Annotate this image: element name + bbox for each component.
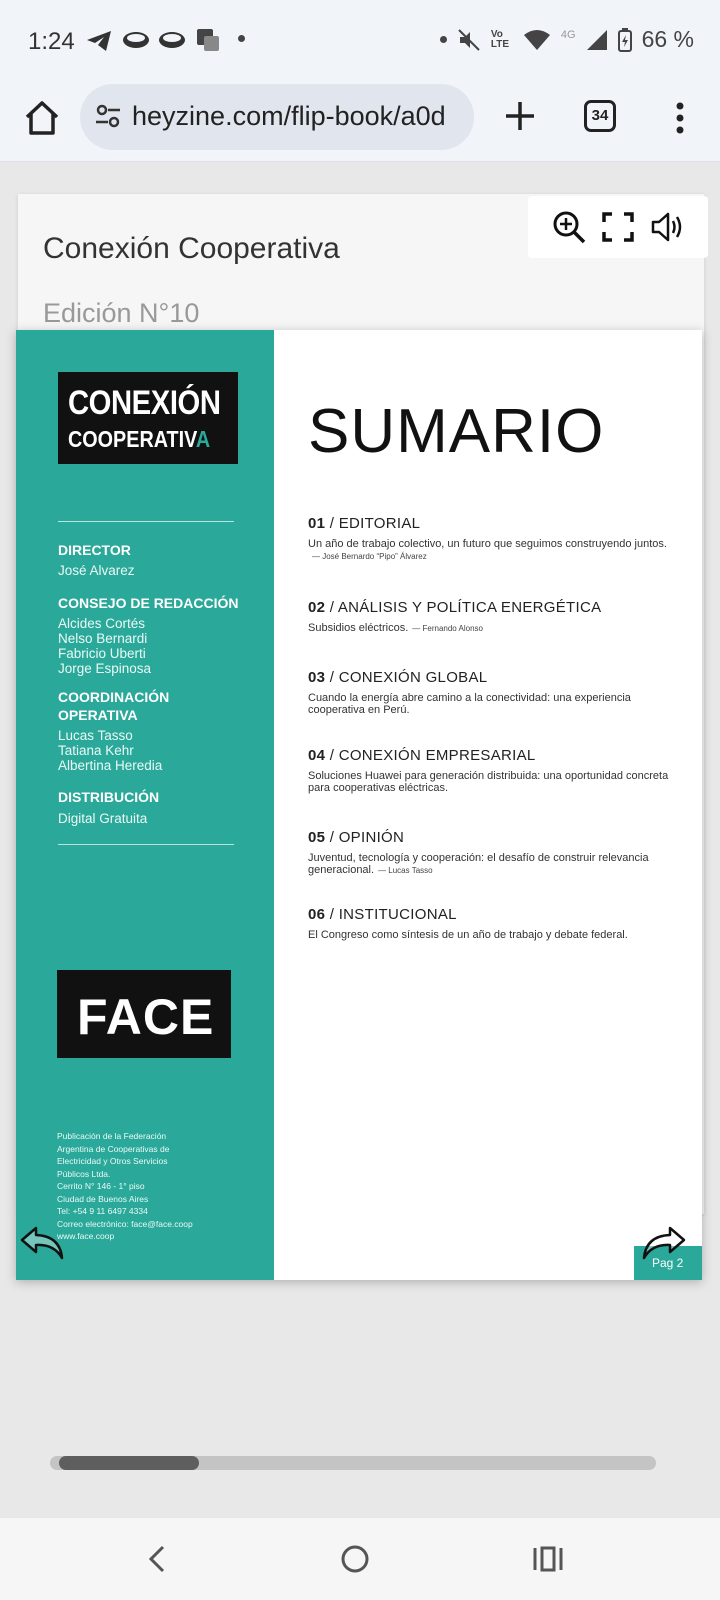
flipbook-page[interactable] xyxy=(16,330,702,1280)
battery-percent: 66 % xyxy=(641,26,694,52)
volte-icon: Vo LTE xyxy=(490,28,510,50)
credits-column xyxy=(16,330,274,1280)
distribucion-label: DISTRIBUCIÓN xyxy=(58,789,160,805)
coordinacion-name: Tatiana Kehr xyxy=(58,743,134,758)
site-settings-icon[interactable] xyxy=(94,102,122,130)
logo-accent-letter: A xyxy=(195,426,211,452)
publisher-line: Ciudad de Buenos Aires xyxy=(57,1193,149,1204)
toc-entry[interactable] xyxy=(308,906,678,941)
status-right xyxy=(440,26,694,53)
recents-icon[interactable] xyxy=(532,1544,564,1574)
toc-number: 04 xyxy=(308,747,326,764)
toc-description: El Congreso como síntesis de un año de trabajo y debate federal. xyxy=(308,929,628,941)
toc-description: Soluciones Huawei para generación distribuida: una oportunidad concreta para cooperativas eléctricas. xyxy=(308,770,669,794)
home-icon[interactable] xyxy=(22,98,62,138)
url-bar[interactable] xyxy=(80,84,474,150)
toc-author: — Fernando Alonso xyxy=(412,624,483,633)
viewer-toolbar xyxy=(528,196,708,258)
next-page-arrow-icon[interactable] xyxy=(640,1224,688,1262)
translate-icon xyxy=(196,28,220,52)
eye-icon xyxy=(122,30,150,50)
toc-title: ANÁLISIS Y POLÍTICA ENERGÉTICA xyxy=(337,599,602,616)
page-number: Pag 2 xyxy=(634,1246,702,1280)
dot-icon xyxy=(238,35,245,42)
menu-icon[interactable] xyxy=(670,98,690,138)
sumario-heading: SUMARIO xyxy=(308,397,605,466)
web-content xyxy=(0,162,720,1518)
mute-icon xyxy=(457,28,481,52)
coordinacion-name: Albertina Heredia xyxy=(58,758,163,773)
divider xyxy=(58,844,234,845)
wifi-icon xyxy=(523,29,551,51)
divider xyxy=(58,521,234,522)
toc-description: Un año de trabajo colectivo, un futuro que seguimos construyendo juntos. xyxy=(308,538,667,550)
home-circle-icon[interactable] xyxy=(340,1544,370,1574)
toc-separator: / xyxy=(325,515,339,532)
previous-page-arrow-icon[interactable] xyxy=(18,1224,66,1262)
browser-toolbar xyxy=(0,80,720,162)
network-type: 4G xyxy=(560,28,576,41)
signal-icon xyxy=(586,29,608,51)
status-bar xyxy=(0,0,720,80)
publisher-line: Cerrito N° 146 - 1° piso xyxy=(57,1181,145,1191)
edition-label: Edición N°10 xyxy=(43,298,200,328)
operativa-label: OPERATIVA xyxy=(58,707,138,723)
eye-icon xyxy=(158,30,186,50)
coordinacion-label: COORDINACIÓN xyxy=(58,689,170,705)
tab-switcher-button[interactable]: 34 xyxy=(584,100,616,132)
toc-title: OPINIÓN xyxy=(338,829,405,846)
toc-title: CONEXIÓN GLOBAL xyxy=(338,669,488,686)
url-text[interactable]: heyzine.com/flip-book/a0d xyxy=(132,101,446,131)
face-logo-text: FACE xyxy=(77,989,215,1045)
toc-separator: / xyxy=(325,829,339,846)
consejo-label: CONSEJO DE REDACCIÓN xyxy=(58,595,239,611)
toc-number: 03 xyxy=(308,669,326,686)
fullscreen-icon[interactable] xyxy=(602,212,634,242)
coordinacion-name: Lucas Tasso xyxy=(58,728,133,743)
dot-icon xyxy=(440,36,447,43)
distribucion-value: Digital Gratuita xyxy=(58,811,148,826)
toc-number: 05 xyxy=(308,829,326,846)
publisher-line: Correo electrónico: face@face.coop xyxy=(57,1218,193,1229)
toc-entry[interactable] xyxy=(308,669,678,716)
toc-number: 01 xyxy=(308,515,326,532)
telegram-icon xyxy=(86,30,112,52)
scrollbar-thumb[interactable] xyxy=(59,1456,199,1470)
toc-title: INSTITUCIONAL xyxy=(338,906,457,923)
sound-icon[interactable] xyxy=(650,210,686,244)
toc-separator: / xyxy=(325,747,339,764)
publisher-line: Publicación de la Federación xyxy=(57,1131,167,1141)
status-time: 1:24 xyxy=(28,28,75,55)
publisher-info xyxy=(57,1130,257,1243)
logo-line-2 xyxy=(68,426,210,453)
publication-title: Conexión Cooperativa xyxy=(43,232,340,265)
toc-entry[interactable] xyxy=(308,599,678,635)
logo-line-2-text: COOPERATIV xyxy=(68,426,196,452)
toc-description: Juventud, tecnología y cooperación: el desafío de construir relevancia generacional. xyxy=(308,852,649,876)
toc-number: 02 xyxy=(308,599,326,616)
battery-charging-icon xyxy=(618,28,632,52)
toc-title: CONEXIÓN EMPRESARIAL xyxy=(338,747,536,764)
publisher-line: Tel: +54 9 11 6497 4334 xyxy=(57,1206,148,1216)
consejo-name: Nelso Bernardi xyxy=(58,631,148,646)
publisher-line: Electricidad y Otros Servicios xyxy=(57,1156,168,1166)
toc-entry[interactable] xyxy=(308,747,678,794)
new-tab-icon[interactable] xyxy=(500,96,540,136)
toc-separator: / xyxy=(325,906,339,923)
toc-entry[interactable] xyxy=(308,515,678,563)
back-icon[interactable] xyxy=(146,1544,168,1574)
director-label: DIRECTOR xyxy=(58,542,131,558)
toc-description: Subsidios eléctricos. xyxy=(308,622,409,634)
toc-separator: / xyxy=(325,669,339,686)
toc-author: — Lucas Tasso xyxy=(378,866,433,875)
face-logo xyxy=(57,970,231,1058)
conexion-cooperativa-logo xyxy=(58,372,238,464)
consejo-name: Alcides Cortés xyxy=(58,616,146,631)
toc-author: — José Bernardo “Pipo” Álvarez xyxy=(312,552,427,561)
toc-entry[interactable] xyxy=(308,829,678,877)
consejo-name: Jorge Espinosa xyxy=(58,661,152,676)
publisher-line: Argentina de Cooperativas de xyxy=(57,1143,170,1154)
director-name: José Alvarez xyxy=(58,563,135,578)
toc-description: Cuando la energía abre camino a la conectividad: una experiencia cooperativa en Perú. xyxy=(308,692,631,716)
consejo-name: Fabricio Uberti xyxy=(58,646,146,661)
toc-title: EDITORIAL xyxy=(338,515,421,532)
toc-separator: / xyxy=(325,599,338,616)
zoom-in-icon[interactable] xyxy=(552,210,586,244)
system-nav-bar xyxy=(0,1518,720,1600)
horizontal-scrollbar[interactable] xyxy=(50,1456,656,1470)
logo-line-1: CONEXIÓN xyxy=(68,384,221,422)
publisher-line: www.face.coop xyxy=(57,1231,115,1241)
publisher-line: Públicos Ltda. xyxy=(57,1168,111,1179)
toc-number: 06 xyxy=(308,906,326,923)
